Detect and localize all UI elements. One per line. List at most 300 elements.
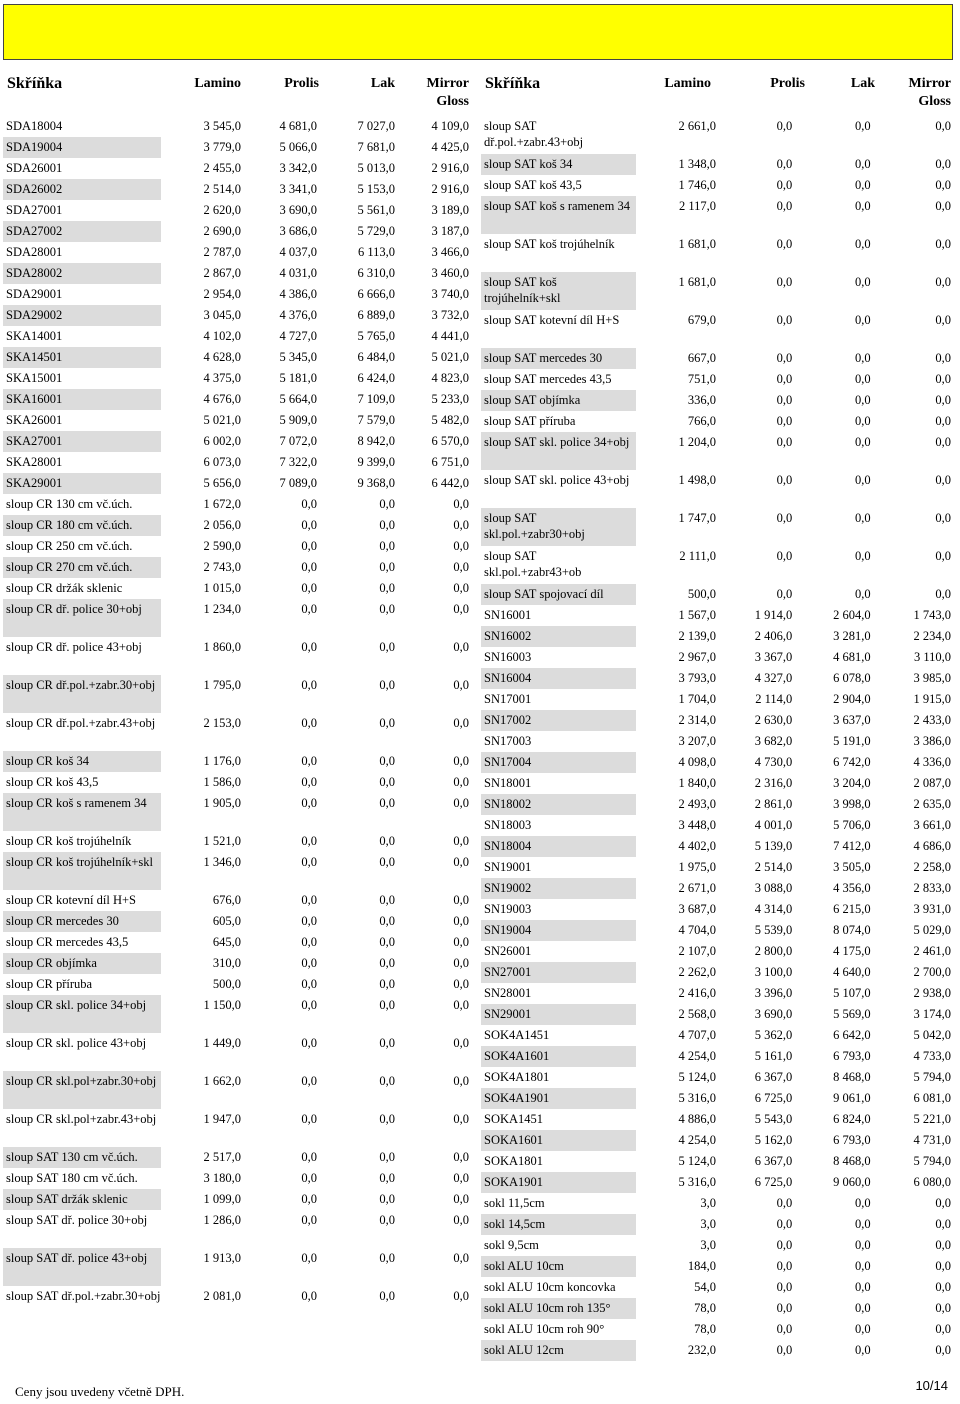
yellow-banner <box>3 4 953 60</box>
mirror-gloss-price-cell: 0,0 <box>453 581 469 595</box>
lak-price-cell: 7 681,0 <box>357 140 395 154</box>
table-row <box>3 305 471 326</box>
lak-price-cell: 0,0 <box>379 834 395 848</box>
prolis-price-cell: 0,0 <box>776 473 793 487</box>
table-row <box>3 494 471 515</box>
lak-price-cell: 6 215,0 <box>833 902 871 916</box>
mirror-gloss-price-cell: 0,0 <box>935 372 951 386</box>
cabinet-name-cell: SKA14501 <box>3 347 161 368</box>
table-row <box>3 536 471 557</box>
mirror-gloss-price-cell: 0,0 <box>453 1171 469 1185</box>
header-name: Skříňka <box>485 75 541 92</box>
lak-price-cell: 0,0 <box>379 1150 395 1164</box>
mirror-gloss-price-cell: 0,0 <box>453 1150 469 1164</box>
lamino-price-cell: 645,0 <box>212 935 241 949</box>
table-row <box>481 116 953 154</box>
table-row <box>481 1172 953 1193</box>
prolis-price-cell: 0,0 <box>301 1112 317 1126</box>
lamino-price-cell: 310,0 <box>212 956 241 970</box>
prolis-price-cell: 3 367,0 <box>754 650 793 664</box>
lak-price-cell: 4 640,0 <box>833 965 871 979</box>
mirror-gloss-price-cell: 3 460,0 <box>431 266 469 280</box>
lak-price-cell: 0,0 <box>855 549 871 563</box>
prolis-price-cell: 0,0 <box>301 560 317 574</box>
prolis-price-cell: 0,0 <box>776 414 793 428</box>
mirror-gloss-price-cell: 0,0 <box>453 935 469 949</box>
cabinet-name-cell: sloup SAT koš s ramenem 34 <box>481 196 636 234</box>
prolis-price-cell: 2 316,0 <box>754 776 793 790</box>
prolis-price-cell: 4 386,0 <box>279 287 317 301</box>
prolis-price-cell: 0,0 <box>776 1196 793 1210</box>
table-row <box>3 932 471 953</box>
cabinet-name-cell: SDA19004 <box>3 137 161 158</box>
prolis-price-cell: 0,0 <box>301 539 317 553</box>
lamino-price-cell: 2 514,0 <box>203 182 241 196</box>
lak-price-cell: 6 078,0 <box>833 671 871 685</box>
lamino-price-cell: 676,0 <box>212 893 241 907</box>
mirror-gloss-price-cell: 0,0 <box>935 199 951 213</box>
mirror-gloss-price-cell: 3 110,0 <box>913 650 951 664</box>
table-row <box>3 1248 471 1286</box>
table-row <box>3 1286 471 1324</box>
lamino-price-cell: 3 180,0 <box>203 1171 241 1185</box>
table-row <box>3 675 471 713</box>
lak-price-cell: 0,0 <box>379 581 395 595</box>
mirror-gloss-price-cell: 0,0 <box>453 977 469 991</box>
table-row <box>3 326 471 347</box>
prolis-price-cell: 4 681,0 <box>279 119 317 133</box>
cabinet-name-cell: sloup SAT kotevní díl H+S <box>484 313 620 327</box>
prolis-price-cell: 0,0 <box>301 1251 317 1265</box>
lamino-price-cell: 1 015,0 <box>203 581 241 595</box>
table-row <box>3 116 471 137</box>
cabinet-name-cell: SN29001 <box>481 1004 636 1025</box>
lamino-price-cell: 5 316,0 <box>678 1175 716 1189</box>
cabinet-name-cell: sloup SAT dř.pol.+zabr.43+obj <box>484 119 584 149</box>
mirror-gloss-price-cell: 2 461,0 <box>913 944 951 958</box>
cabinet-name-cell: sokl ALU 12cm <box>481 1340 636 1361</box>
lamino-price-cell: 4 254,0 <box>678 1049 716 1063</box>
mirror-gloss-price-cell: 0,0 <box>935 1322 951 1336</box>
cabinet-name-cell: sloup SAT objímka <box>481 390 636 411</box>
table-row <box>481 411 953 432</box>
cabinet-name-cell: SN16002 <box>481 626 636 647</box>
prolis-price-cell: 2 406,0 <box>754 629 793 643</box>
lamino-price-cell: 5 021,0 <box>203 413 241 427</box>
cabinet-name-cell: SN27001 <box>481 962 636 983</box>
mirror-gloss-price-cell: 3 386,0 <box>913 734 951 748</box>
prolis-price-cell: 0,0 <box>301 602 317 616</box>
mirror-gloss-price-cell: 3 931,0 <box>913 902 951 916</box>
lamino-price-cell: 2 081,0 <box>203 1289 241 1303</box>
lamino-price-cell: 766,0 <box>687 414 716 428</box>
cabinet-name-cell: SOKA1451 <box>484 1112 544 1126</box>
cabinet-name-cell: SDA29001 <box>6 287 63 301</box>
mirror-gloss-price-cell: 4 731,0 <box>913 1133 951 1147</box>
mirror-gloss-price-cell: 2 234,0 <box>913 629 951 643</box>
cabinet-name-cell: SDA27002 <box>3 221 161 242</box>
lamino-price-cell: 3,0 <box>700 1217 716 1231</box>
cabinet-name-cell: sloup CR objímka <box>3 953 161 974</box>
cabinet-name-cell: sloup CR koš s ramenem 34 <box>3 793 161 831</box>
lamino-price-cell: 54,0 <box>694 1280 716 1294</box>
table-row <box>481 836 953 857</box>
cabinet-name-cell: sokl ALU 10cm roh 90° <box>484 1322 605 1336</box>
prolis-price-cell: 5 345,0 <box>279 350 317 364</box>
cabinet-name-cell: SN19001 <box>484 860 532 874</box>
lamino-price-cell: 2 867,0 <box>203 266 241 280</box>
table-row <box>481 310 953 348</box>
mirror-gloss-price-cell: 2 833,0 <box>913 881 951 895</box>
table-row <box>3 637 471 675</box>
lamino-price-cell: 500,0 <box>212 977 241 991</box>
lak-price-cell: 0,0 <box>379 1213 395 1227</box>
lamino-price-cell: 2 967,0 <box>678 650 716 664</box>
mirror-gloss-price-cell: 2 087,0 <box>913 776 951 790</box>
lak-price-cell: 9 368,0 <box>357 476 395 490</box>
table-row <box>481 546 953 584</box>
lamino-price-cell: 184,0 <box>687 1259 716 1273</box>
cabinet-name-cell: sloup SAT mercedes 43,5 <box>484 372 612 386</box>
lak-price-cell: 5 765,0 <box>357 329 395 343</box>
lamino-price-cell: 4 628,0 <box>203 350 241 364</box>
lamino-price-cell: 3 448,0 <box>678 818 716 832</box>
prolis-price-cell: 5 543,0 <box>754 1112 793 1126</box>
lak-price-cell: 5 013,0 <box>357 161 395 175</box>
prolis-price-cell: 1 914,0 <box>754 608 793 622</box>
mirror-gloss-price-cell: 0,0 <box>453 855 469 869</box>
prolis-price-cell: 0,0 <box>776 393 793 407</box>
lak-price-cell: 7 579,0 <box>357 413 395 427</box>
prolis-price-cell: 0,0 <box>776 119 793 133</box>
lamino-price-cell: 6 073,0 <box>203 455 241 469</box>
table-row <box>3 263 471 284</box>
lak-price-cell: 0,0 <box>855 1343 871 1357</box>
prolis-price-cell: 0,0 <box>301 754 317 768</box>
lak-price-cell: 3 281,0 <box>833 629 871 643</box>
table-row <box>3 1071 471 1109</box>
prolis-price-cell: 3 342,0 <box>279 161 317 175</box>
lamino-price-cell: 751,0 <box>687 372 716 386</box>
mirror-gloss-price-cell: 6 570,0 <box>431 434 469 448</box>
lamino-price-cell: 2 153,0 <box>203 716 241 730</box>
lamino-price-cell: 4 676,0 <box>203 392 241 406</box>
mirror-gloss-price-cell: 3 466,0 <box>431 245 469 259</box>
mirror-gloss-price-cell: 0,0 <box>453 1192 469 1206</box>
lak-price-cell: 8 468,0 <box>833 1070 871 1084</box>
cabinet-name-cell: SN17003 <box>484 734 532 748</box>
mirror-gloss-price-cell: 0,0 <box>453 716 469 730</box>
lak-price-cell: 0,0 <box>379 754 395 768</box>
table-row <box>481 1046 953 1067</box>
lak-price-cell: 0,0 <box>855 199 871 213</box>
lak-price-cell: 0,0 <box>855 372 871 386</box>
lak-price-cell: 0,0 <box>855 351 871 365</box>
prolis-price-cell: 3 396,0 <box>754 986 793 1000</box>
mirror-gloss-price-cell: 0,0 <box>935 313 951 327</box>
lak-price-cell: 0,0 <box>855 119 871 133</box>
table-row <box>481 647 953 668</box>
mirror-gloss-price-cell: 0,0 <box>935 157 951 171</box>
prolis-price-cell: 0,0 <box>301 893 317 907</box>
prolis-price-cell: 3 100,0 <box>754 965 793 979</box>
prolis-price-cell: 0,0 <box>776 237 793 251</box>
mirror-gloss-price-cell: 3 174,0 <box>913 1007 951 1021</box>
lak-price-cell: 0,0 <box>379 640 395 654</box>
lak-price-cell: 0,0 <box>379 855 395 869</box>
table-header <box>481 72 953 116</box>
cabinet-name-cell: SN16004 <box>481 668 636 689</box>
prolis-price-cell: 0,0 <box>301 935 317 949</box>
table-row <box>3 793 471 831</box>
cabinet-name-cell: SN18001 <box>484 776 532 790</box>
table-row <box>481 272 953 310</box>
prolis-price-cell: 4 031,0 <box>279 266 317 280</box>
mirror-gloss-price-cell: 0,0 <box>935 237 951 251</box>
table-row <box>3 389 471 410</box>
table-header <box>3 72 471 116</box>
prolis-price-cell: 2 800,0 <box>754 944 793 958</box>
mirror-gloss-price-cell: 5 029,0 <box>913 923 951 937</box>
mirror-gloss-price-cell: 5 482,0 <box>431 413 469 427</box>
cabinet-name-cell: sloup CR 180 cm vč.úch. <box>3 515 161 536</box>
lamino-price-cell: 1 704,0 <box>678 692 716 706</box>
lamino-price-cell: 1 346,0 <box>203 855 241 869</box>
mirror-gloss-price-cell: 0,0 <box>935 1259 951 1273</box>
lamino-price-cell: 6 002,0 <box>203 434 241 448</box>
prolis-price-cell: 7 322,0 <box>279 455 317 469</box>
table-row <box>481 432 953 470</box>
cabinet-name-cell: SOK4A1901 <box>481 1088 636 1109</box>
lak-price-cell: 0,0 <box>855 1280 871 1294</box>
header-mirror: Mirror <box>908 76 951 91</box>
cabinet-name-cell: sloup SAT skl.pol.+zabr43+ob <box>484 549 582 579</box>
cabinet-name-cell: sloup CR koš trojúhelník+skl <box>3 852 161 890</box>
cabinet-name-cell: sloup SAT skl. police 43+obj <box>484 473 630 487</box>
lak-price-cell: 5 153,0 <box>357 182 395 196</box>
header-lamino: Lamino <box>664 76 711 91</box>
cabinet-name-cell: sokl ALU 10cm roh 135° <box>481 1298 636 1319</box>
lamino-price-cell: 4 102,0 <box>203 329 241 343</box>
lak-price-cell: 0,0 <box>379 539 395 553</box>
prolis-price-cell: 3 686,0 <box>279 224 317 238</box>
lak-price-cell: 0,0 <box>379 893 395 907</box>
prolis-price-cell: 0,0 <box>301 1213 317 1227</box>
lak-price-cell: 6 793,0 <box>833 1049 871 1063</box>
lamino-price-cell: 1 521,0 <box>203 834 241 848</box>
header-name: Skříňka <box>7 75 63 92</box>
mirror-gloss-price-cell: 5 042,0 <box>913 1028 951 1042</box>
table-row <box>481 348 953 369</box>
lamino-price-cell: 2 787,0 <box>203 245 241 259</box>
table-row <box>481 1088 953 1109</box>
lamino-price-cell: 1 681,0 <box>678 275 716 289</box>
table-row <box>481 857 953 878</box>
mirror-gloss-price-cell: 2 938,0 <box>913 986 951 1000</box>
price-table-right <box>481 72 953 1361</box>
lak-price-cell: 0,0 <box>855 473 871 487</box>
lamino-price-cell: 2 107,0 <box>678 944 716 958</box>
lak-price-cell: 5 729,0 <box>357 224 395 238</box>
table-row <box>481 1298 953 1319</box>
prolis-price-cell: 0,0 <box>301 1192 317 1206</box>
prolis-price-cell: 0,0 <box>776 313 793 327</box>
cabinet-name-cell: sloup SAT koš 34 <box>481 154 636 175</box>
cabinet-name-cell: sloup SAT držák sklenic <box>3 1189 161 1210</box>
mirror-gloss-price-cell: 0,0 <box>453 640 469 654</box>
lak-price-cell: 0,0 <box>379 796 395 810</box>
lamino-price-cell: 1 662,0 <box>203 1074 241 1088</box>
table-row <box>3 911 471 932</box>
mirror-gloss-price-cell: 0,0 <box>453 1036 469 1050</box>
prolis-price-cell: 2 861,0 <box>754 797 793 811</box>
prolis-price-cell: 0,0 <box>776 1280 793 1294</box>
mirror-gloss-price-cell: 0,0 <box>453 1251 469 1265</box>
lak-price-cell: 6 642,0 <box>833 1028 871 1042</box>
cabinet-name-cell: SDA26001 <box>6 161 63 175</box>
cabinet-name-cell: SDA18004 <box>6 119 63 133</box>
cabinet-name-cell: sloup SAT spojovací díl <box>481 584 636 605</box>
table-row <box>3 1210 471 1248</box>
cabinet-name-cell: sloup SAT koš 43,5 <box>484 178 582 192</box>
mirror-gloss-price-cell: 5 221,0 <box>913 1112 951 1126</box>
lak-price-cell: 0,0 <box>379 678 395 692</box>
lamino-price-cell: 4 707,0 <box>678 1028 716 1042</box>
prolis-price-cell: 0,0 <box>301 1036 317 1050</box>
lamino-price-cell: 1 747,0 <box>678 511 716 525</box>
mirror-gloss-price-cell: 0,0 <box>935 275 951 289</box>
mirror-gloss-price-cell: 4 441,0 <box>431 329 469 343</box>
mirror-gloss-price-cell: 0,0 <box>453 518 469 532</box>
mirror-gloss-price-cell: 4 425,0 <box>431 140 469 154</box>
lamino-price-cell: 1 947,0 <box>203 1112 241 1126</box>
cabinet-name-cell: SN17001 <box>484 692 532 706</box>
table-row <box>481 1277 953 1298</box>
lamino-price-cell: 4 704,0 <box>678 923 716 937</box>
prolis-price-cell: 4 037,0 <box>279 245 317 259</box>
cabinet-name-cell: sokl 14,5cm <box>481 1214 636 1235</box>
lamino-price-cell: 78,0 <box>694 1301 716 1315</box>
cabinet-name-cell: SN19002 <box>481 878 636 899</box>
header-mirror-gloss <box>411 75 469 111</box>
cabinet-name-cell: sloup CR dř. police 30+obj <box>3 599 161 637</box>
lamino-price-cell: 78,0 <box>694 1322 716 1336</box>
mirror-gloss-price-cell: 4 823,0 <box>431 371 469 385</box>
table-right <box>481 116 953 1361</box>
lak-price-cell: 8 942,0 <box>357 434 395 448</box>
cabinet-name-cell: sloup SAT dř. police 43+obj <box>3 1248 161 1286</box>
cabinet-name-cell: SDA27001 <box>6 203 63 217</box>
lamino-price-cell: 1 348,0 <box>678 157 716 171</box>
prolis-price-cell: 2 114,0 <box>755 692 793 706</box>
cabinet-name-cell: sloup CR koš trojúhelník <box>6 834 132 848</box>
prolis-price-cell: 6 367,0 <box>754 1154 793 1168</box>
lamino-price-cell: 1 498,0 <box>678 473 716 487</box>
mirror-gloss-price-cell: 0,0 <box>935 1196 951 1210</box>
cabinet-name-cell: SKA14001 <box>6 329 63 343</box>
prolis-price-cell: 4 730,0 <box>754 755 793 769</box>
header-lamino: Lamino <box>194 76 241 91</box>
prolis-price-cell: 3 690,0 <box>279 203 317 217</box>
lak-price-cell: 8 074,0 <box>833 923 871 937</box>
mirror-gloss-price-cell: 0,0 <box>453 1074 469 1088</box>
lak-price-cell: 9 399,0 <box>357 455 395 469</box>
lak-price-cell: 0,0 <box>855 157 871 171</box>
lamino-price-cell: 2 455,0 <box>203 161 241 175</box>
lak-price-cell: 0,0 <box>379 716 395 730</box>
table-row <box>481 1256 953 1277</box>
cabinet-name-cell: SN18003 <box>484 818 532 832</box>
mirror-gloss-price-cell: 2 258,0 <box>913 860 951 874</box>
table-row <box>3 179 471 200</box>
lamino-price-cell: 3 793,0 <box>678 671 716 685</box>
table-row <box>3 284 471 305</box>
cabinet-name-cell: SN19004 <box>481 920 636 941</box>
lak-price-cell: 7 412,0 <box>833 839 871 853</box>
lamino-price-cell: 2 117,0 <box>678 199 716 213</box>
lak-price-cell: 0,0 <box>379 1112 395 1126</box>
lak-price-cell: 0,0 <box>379 518 395 532</box>
cabinet-name-cell: SOK4A1451 <box>484 1028 550 1042</box>
lak-price-cell: 0,0 <box>379 1036 395 1050</box>
lak-price-cell: 5 561,0 <box>357 203 395 217</box>
cabinet-name-cell: SOK4A1801 <box>484 1070 550 1084</box>
prolis-price-cell: 4 314,0 <box>754 902 793 916</box>
lamino-price-cell: 336,0 <box>687 393 716 407</box>
mirror-gloss-price-cell: 0,0 <box>935 511 951 525</box>
header-gloss: Gloss <box>436 94 469 109</box>
table-row <box>481 920 953 941</box>
lak-price-cell: 5 706,0 <box>833 818 871 832</box>
mirror-gloss-price-cell: 0,0 <box>453 914 469 928</box>
prolis-price-cell: 6 367,0 <box>754 1070 793 1084</box>
cabinet-name-cell: SOKA1801 <box>484 1154 544 1168</box>
lak-price-cell: 9 061,0 <box>833 1091 871 1105</box>
cabinet-name-cell: sloup SAT koš trojúhelník+skl <box>481 272 636 310</box>
cabinet-name-cell: sloup CR skl.pol+zabr.43+obj <box>6 1112 157 1126</box>
header-mirror-gloss <box>891 75 951 111</box>
lamino-price-cell: 5 316,0 <box>678 1091 716 1105</box>
price-table-left <box>3 72 471 1324</box>
table-row <box>481 731 953 752</box>
table-row <box>481 175 953 196</box>
mirror-gloss-price-cell: 0,0 <box>453 956 469 970</box>
mirror-gloss-price-cell: 0,0 <box>453 1213 469 1227</box>
cabinet-name-cell: sloup SAT koš trojúhelník <box>484 237 615 251</box>
lamino-price-cell: 1 681,0 <box>678 237 716 251</box>
cabinet-name-cell: sloup CR skl. police 43+obj <box>6 1036 147 1050</box>
header-lak: Lak <box>850 76 875 91</box>
lak-price-cell: 6 666,0 <box>357 287 395 301</box>
cabinet-name-cell: sokl 11,5cm <box>484 1196 545 1210</box>
lak-price-cell: 0,0 <box>855 435 871 449</box>
lamino-price-cell: 1 449,0 <box>203 1036 241 1050</box>
prolis-price-cell: 5 539,0 <box>754 923 793 937</box>
mirror-gloss-price-cell: 0,0 <box>935 1217 951 1231</box>
lak-price-cell: 7 027,0 <box>357 119 395 133</box>
cabinet-name-cell: SDA26002 <box>3 179 161 200</box>
table-row <box>3 890 471 911</box>
cabinet-name-cell: SOKA1601 <box>481 1130 636 1151</box>
lak-price-cell: 0,0 <box>855 178 871 192</box>
cabinet-name-cell: sloup CR 130 cm vč.úch. <box>6 497 133 511</box>
cabinet-name-cell: SN16003 <box>484 650 532 664</box>
lamino-price-cell: 3,0 <box>700 1238 716 1252</box>
prolis-price-cell: 0,0 <box>776 275 793 289</box>
table-row <box>481 508 953 546</box>
table-row <box>481 1151 953 1172</box>
cabinet-name-cell: SKA29001 <box>3 473 161 494</box>
